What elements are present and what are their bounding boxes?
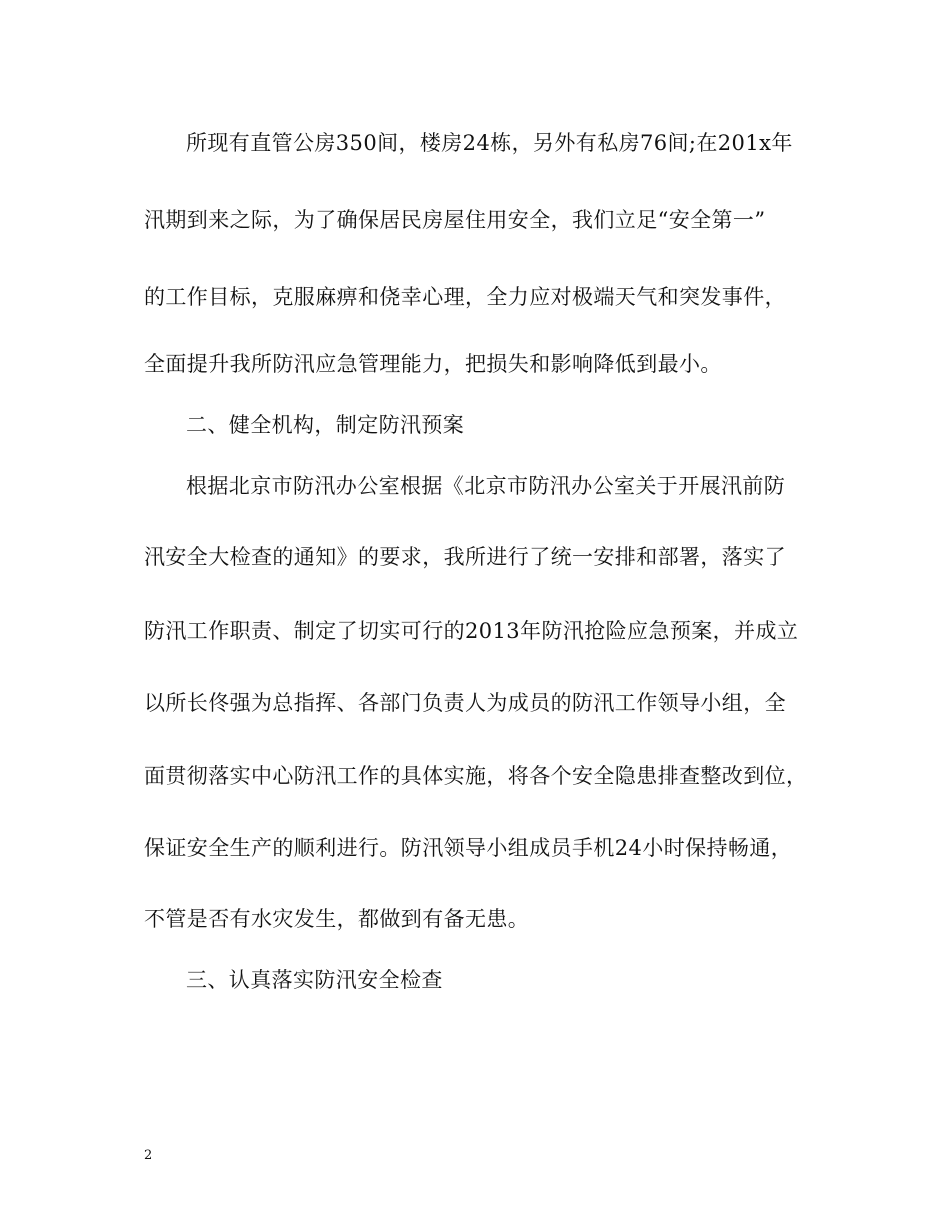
text-line-11: 保证安全生产的顺利进行。防汛领导小组成员手机24小时保持畅通，: [144, 836, 793, 860]
page-number: 2: [144, 1148, 153, 1163]
text-line-3: 的工作目标，克服麻痹和侥幸心理，全力应对极端天气和突发事件，: [144, 285, 786, 309]
text-line-7: 汛安全大检查的通知》的要求，我所进行了统一安排和部署，落实了: [144, 545, 786, 569]
section-heading-2: 二、健全机构，制定防汛预案: [186, 413, 465, 437]
section-heading-3: 三、认真落实防汛安全检查: [186, 968, 443, 992]
text-line-8: 防汛工作职责、制定了切实可行的2013年防汛抢险应急预案，并成立: [144, 619, 799, 643]
text-line-6: 根据北京市防汛办公室根据《北京市防汛办公室关于开展汛前防: [186, 474, 786, 498]
text-line-2: 汛期到来之际，为了确保居民房屋住用安全，我们立足“安全第一”: [144, 208, 766, 232]
text-line-9: 以所长佟强为总指挥、各部门负责人为成员的防汛工作领导小组，全: [144, 691, 786, 715]
text-line-1: 所现有直管公房350间，楼房24栋，另外有私房76间;在201x年: [186, 131, 793, 155]
text-line-4: 全面提升我所防汛应急管理能力，把损失和影响降低到最小。: [144, 352, 722, 376]
text-line-12: 不管是否有水灾发生，都做到有备无患。: [144, 907, 530, 931]
text-line-10: 面贯彻落实中心防汛工作的具体实施，将各个安全隐患排查整改到位，: [144, 764, 808, 788]
